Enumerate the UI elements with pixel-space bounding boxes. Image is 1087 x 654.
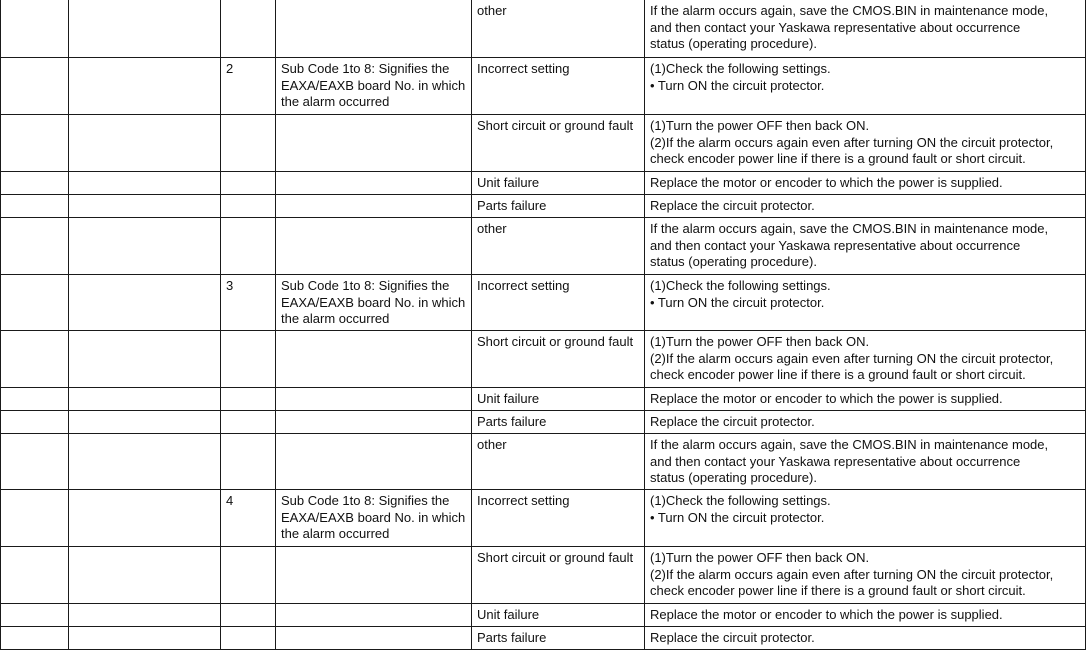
remedy-line: and then contact your Yaskawa representative about occurrence: [650, 237, 1021, 253]
alarm-number-cell: [1, 388, 69, 411]
remedy-cell: [645, 58, 1086, 115]
table-row: [1, 275, 1086, 331]
sub-code-number-cell: [221, 195, 276, 218]
table-row: [1, 115, 1086, 172]
cause-cell: Unit failure: [472, 604, 645, 627]
remedy-cell: [645, 331, 1086, 388]
alarm-name-cell: [69, 115, 221, 172]
table-row: [1, 547, 1086, 604]
alarm-name-cell: [69, 388, 221, 411]
remedy-line: (2)If the alarm occurs again even after turning ON the circuit protector,: [650, 350, 1054, 366]
sub-code-description-cell: Sub Code 1to 8: Signifies the EAXA/EAXB board No. in which the alarm occurred: [276, 275, 472, 331]
sub-code-number-cell: [221, 434, 276, 490]
alarm-name-cell: [69, 434, 221, 490]
sub-code-number-cell: [221, 331, 276, 388]
remedy-cell: [645, 411, 1086, 434]
sub-code-number-cell: 3: [221, 275, 276, 331]
sub-code-description-cell: Sub Code 1to 8: Signifies the EAXA/EAXB board No. in which the alarm occurred: [276, 58, 472, 115]
alarm-number-cell: [1, 218, 69, 275]
remedy-line: • Turn ON the circuit protector.: [650, 509, 825, 525]
alarm-number-cell: [1, 604, 69, 627]
alarm-name-cell: [69, 195, 221, 218]
sub-code-description-cell: Sub Code 1to 8: Signifies the EAXA/EAXB board No. in which the alarm occurred: [276, 490, 472, 547]
alarm-number-cell: [1, 275, 69, 331]
remedy-line: Replace the circuit protector.: [650, 414, 815, 429]
remedy-cell: [645, 172, 1086, 195]
remedy-line: check encoder power line if there is a ground fault or short circuit.: [650, 367, 1026, 382]
sub-code-description-cell: [276, 331, 472, 388]
cause-cell: Unit failure: [472, 388, 645, 411]
table-row: [1, 195, 1086, 218]
cause-cell: Short circuit or ground fault: [472, 547, 645, 604]
sub-code-number-cell: [221, 218, 276, 275]
remedy-cell: [645, 627, 1086, 650]
alarm-number-cell: [1, 195, 69, 218]
sub-code-number-cell: [221, 0, 276, 58]
alarm-name-cell: [69, 547, 221, 604]
remedy-cell: [645, 547, 1086, 604]
cause-cell: other: [472, 218, 645, 275]
table-row: [1, 490, 1086, 547]
sub-code-number-cell: 2: [221, 58, 276, 115]
cause-cell: other: [472, 0, 645, 58]
remedy-line: status (operating procedure).: [650, 36, 817, 51]
remedy-line: status (operating procedure).: [650, 470, 817, 485]
alarm-number-cell: [1, 490, 69, 547]
remedy-line: (1)Check the following settings.: [650, 278, 831, 293]
table-row: [1, 331, 1086, 388]
cause-cell: Short circuit or ground fault: [472, 331, 645, 388]
remedy-line: (1)Turn the power OFF then back ON.: [650, 334, 870, 349]
cause-cell: Unit failure: [472, 172, 645, 195]
alarm-name-cell: [69, 331, 221, 388]
table-row: [1, 627, 1086, 650]
cause-cell: Parts failure: [472, 195, 645, 218]
cause-cell: other: [472, 434, 645, 490]
sub-code-description-cell: [276, 115, 472, 172]
sub-code-number-cell: 4: [221, 490, 276, 547]
remedy-cell: [645, 490, 1086, 547]
sub-code-description-cell: [276, 172, 472, 195]
table-body: [1, 0, 1086, 650]
cause-cell: Short circuit or ground fault: [472, 115, 645, 172]
table-row: [1, 58, 1086, 115]
alarm-name-cell: [69, 172, 221, 195]
alarm-name-cell: [69, 411, 221, 434]
alarm-name-cell: [69, 490, 221, 547]
remedy-line: check encoder power line if there is a ground fault or short circuit.: [650, 151, 1026, 166]
alarm-number-cell: [1, 0, 69, 58]
alarm-number-cell: [1, 547, 69, 604]
sub-code-description-cell: [276, 218, 472, 275]
sub-code-description-cell: [276, 604, 472, 627]
sub-code-description-cell: [276, 547, 472, 604]
remedy-line: • Turn ON the circuit protector.: [650, 77, 825, 93]
table-row: [1, 388, 1086, 411]
remedy-line: (1)Turn the power OFF then back ON.: [650, 118, 870, 133]
cause-cell: Parts failure: [472, 411, 645, 434]
alarm-number-cell: [1, 411, 69, 434]
alarm-name-cell: [69, 275, 221, 331]
sub-code-description-cell: [276, 434, 472, 490]
remedy-line: (2)If the alarm occurs again even after turning ON the circuit protector,: [650, 134, 1054, 150]
alarm-name-cell: [69, 218, 221, 275]
remedy-cell: [645, 218, 1086, 275]
remedy-line: Replace the motor or encoder to which the power is supplied.: [650, 175, 1003, 190]
remedy-cell: [645, 195, 1086, 218]
remedy-cell: [645, 275, 1086, 331]
sub-code-number-cell: [221, 388, 276, 411]
remedy-line: If the alarm occurs again, save the CMOS.BIN in maintenance mode,: [650, 437, 1049, 452]
sub-code-number-cell: [221, 411, 276, 434]
alarm-number-cell: [1, 331, 69, 388]
alarm-name-cell: [69, 627, 221, 650]
remedy-cell: [645, 434, 1086, 490]
remedy-line: Replace the motor or encoder to which the power is supplied.: [650, 607, 1003, 622]
table-row: [1, 604, 1086, 627]
sub-code-description-cell: [276, 411, 472, 434]
cause-cell: Incorrect setting: [472, 275, 645, 331]
table-row: [1, 0, 1086, 58]
remedy-line: status (operating procedure).: [650, 254, 817, 269]
alarm-name-cell: [69, 0, 221, 58]
table-row: [1, 434, 1086, 490]
alarm-number-cell: [1, 172, 69, 195]
remedy-line: Replace the motor or encoder to which the power is supplied.: [650, 391, 1003, 406]
sub-code-number-cell: [221, 547, 276, 604]
remedy-line: and then contact your Yaskawa representative about occurrence: [650, 19, 1021, 35]
remedy-line: (1)Check the following settings.: [650, 61, 831, 76]
sub-code-number-cell: [221, 604, 276, 627]
sub-code-number-cell: [221, 627, 276, 650]
cause-cell: Incorrect setting: [472, 490, 645, 547]
sub-code-description-cell: [276, 388, 472, 411]
remedy-line: (1)Check the following settings.: [650, 493, 831, 508]
cause-cell: Incorrect setting: [472, 58, 645, 115]
alarm-name-cell: [69, 604, 221, 627]
remedy-line: and then contact your Yaskawa representative about occurrence: [650, 453, 1021, 469]
sub-code-description-cell: [276, 627, 472, 650]
table-row: [1, 172, 1086, 195]
remedy-line: If the alarm occurs again, save the CMOS.BIN in maintenance mode,: [650, 3, 1049, 18]
cause-cell: Parts failure: [472, 627, 645, 650]
remedy-line: Replace the circuit protector.: [650, 630, 815, 645]
table-row: [1, 411, 1086, 434]
alarm-number-cell: [1, 434, 69, 490]
remedy-line: • Turn ON the circuit protector.: [650, 294, 825, 310]
remedy-cell: [645, 0, 1086, 58]
remedy-cell: [645, 604, 1086, 627]
remedy-line: Replace the circuit protector.: [650, 198, 815, 213]
remedy-line: (1)Turn the power OFF then back ON.: [650, 550, 870, 565]
sub-code-description-cell: [276, 195, 472, 218]
alarm-number-cell: [1, 58, 69, 115]
sub-code-number-cell: [221, 172, 276, 195]
alarm-name-cell: [69, 58, 221, 115]
remedy-cell: [645, 388, 1086, 411]
sub-code-number-cell: [221, 115, 276, 172]
remedy-line: (2)If the alarm occurs again even after turning ON the circuit protector,: [650, 566, 1054, 582]
alarm-number-cell: [1, 115, 69, 172]
alarm-number-cell: [1, 627, 69, 650]
remedy-line: check encoder power line if there is a ground fault or short circuit.: [650, 583, 1026, 598]
remedy-cell: [645, 115, 1086, 172]
sub-code-description-cell: [276, 0, 472, 58]
table-row: [1, 218, 1086, 275]
remedy-line: If the alarm occurs again, save the CMOS.BIN in maintenance mode,: [650, 221, 1049, 236]
